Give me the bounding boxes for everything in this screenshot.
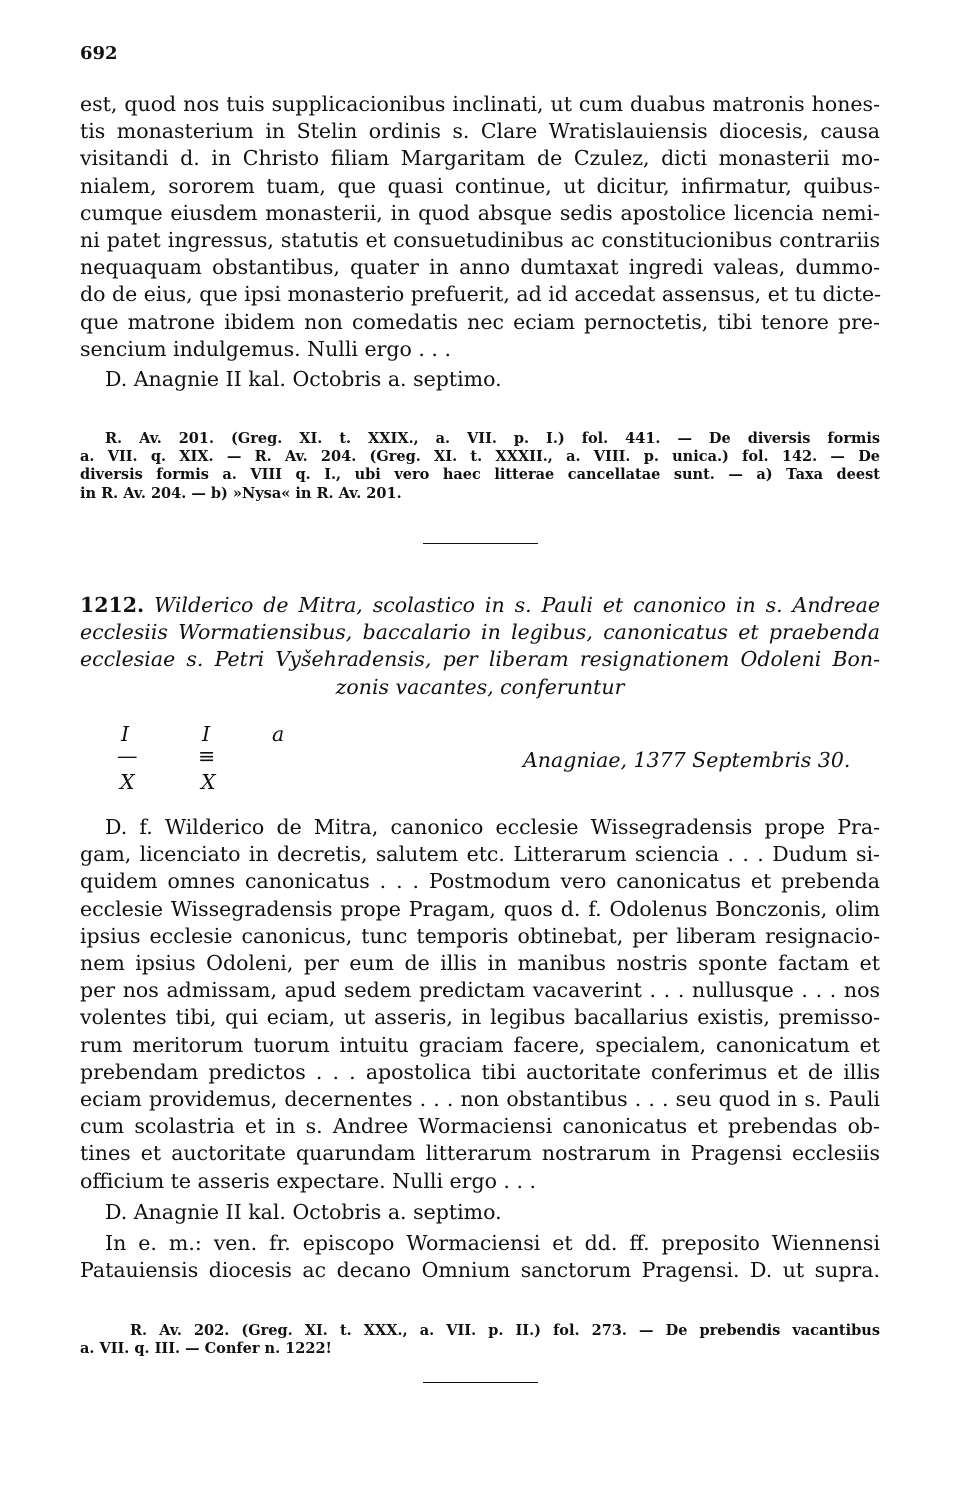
- separator-rule: [423, 543, 538, 544]
- dating-clause: D. Anagnie II kal. Octobris a. septimo.: [105, 367, 502, 392]
- text-line: officium te asseris expectare. Nulli ergo . . .: [80, 1168, 537, 1193]
- text-line: tines et auctoritate quarundam litterarum nostrarum in Pragensi ecclesiis: [80, 1141, 880, 1166]
- text-line: que matrone ibidem non comedatis nec eciam pernoctetis, tibi tenore pre-: [80, 309, 880, 334]
- letter-text: [80, 814, 880, 1284]
- text-line: nem ipsius Odoleni, per eum de illis in manibus nostris sponte factam et: [80, 951, 880, 976]
- text-line: ecclesie Wissegradensis prope Pragam, quos d. f. Odolenus Bonczonis, olim: [80, 896, 880, 921]
- heading-text: Wilderico de Mitra, scolastico in s. Pauli et canonico in s. Andreae: [154, 593, 880, 617]
- executors-line: In e. m.: ven. fr. episcopo Wormaciensi et dd. ff. preposito Wiennensi: [105, 1231, 880, 1256]
- heading-line: ecclesiis Wormatiensibus, baccalario in legibus, canonicatus et praebenda: [80, 620, 880, 645]
- note-line: diversis formis a. VIII q. I., ubi vero haec litterae cancellatae sunt. — a) Taxa deest: [80, 466, 880, 484]
- text-line: volentes tibi, qui eciam, ut asseris, in legibus bacallarius existis, premisso-: [80, 1005, 880, 1030]
- chancery-mark: ≡: [198, 744, 216, 768]
- text-line: cum scolastria et in s. Andree Wormaciensi canonicatus et prebendas ob-: [80, 1114, 880, 1139]
- note-line: in R. Av. 204. — b) »Nysa« in R. Av. 201.: [80, 484, 402, 502]
- chancery-mark: X: [201, 770, 216, 794]
- letter-text-continued: [80, 91, 880, 393]
- note-line: R. Av. 201. (Greg. XI. t. XXIX., a. VII. p. I.) fol. 441. — De diversis formis: [105, 430, 880, 447]
- text-line: tis monasterium in Stelin ordinis s. Clare Wratislauiensis diocesis, causa: [80, 119, 880, 144]
- note-line: a. VII. q. XIX. — R. Av. 204. (Greg. XI. t. XXXII., a. VIII. p. unica.) fol. 142. — De: [80, 448, 880, 466]
- chancery-mark: I: [121, 722, 130, 746]
- chancery-mark: X: [120, 770, 135, 794]
- text-line: est, quod nos tuis supplicacionibus inclinati, ut cum duabus matronis hones-: [80, 92, 880, 116]
- text-line: sencium indulgemus. Nulli ergo . . .: [80, 336, 451, 361]
- text-line: prebendam predictos . . . apostolica tibi auctoritate conferimus et de illis: [80, 1059, 880, 1084]
- text-line: D. f. Wilderico de Mitra, canonico ecclesie Wissegradensis prope Pra-: [105, 815, 880, 839]
- separator-rule: [423, 1382, 538, 1383]
- text-line: eciam providemus, decernentes . . . non obstantibus . . . seu quod in s. Pauli: [80, 1087, 880, 1112]
- page-number: 692: [80, 43, 118, 64]
- text-line: per nos admissam, apud sedem predictam vacaverint . . . nullusque . . . nos: [80, 978, 880, 1003]
- entry-heading: [80, 592, 880, 701]
- executors-line: Patauiensis diocesis ac decano Omnium sanctorum Pragensi. D. ut supra.: [80, 1258, 880, 1283]
- chancery-mark: I: [202, 722, 211, 746]
- apparatus-notes: [80, 430, 880, 503]
- note-line: a. VII. q. III. — Confer n. 1222!: [80, 1340, 332, 1358]
- text-line: quidem omnes canonicatus . . . Postmodum vero canonicatus et prebenda: [80, 869, 880, 894]
- text-line: gam, licenciato in decretis, salutem etc. Litterarum sciencia . . . Dudum si-: [80, 842, 880, 867]
- text-line: ipsius ecclesie canonicus, tunc temporis obtinebat, per liberam resignacio-: [80, 923, 880, 948]
- chancery-mark: —: [117, 744, 138, 768]
- note-line: R. Av. 202. (Greg. XI. t. XXX., a. VII. p. II.) fol. 273. — De prebendis vacantibus: [130, 1322, 880, 1339]
- heading-line: ecclesiae s. Petri Vyšehradensis, per liberam resignationem Odoleni Bon-: [80, 647, 880, 672]
- heading-line: [80, 592, 880, 619]
- text-line: visitandi d. in Christo filiam Margaritam de Czulez, dicti monasterii mo-: [80, 146, 880, 171]
- text-line: nequaquam obstantibus, quater in anno dumtaxat ingredi valeas, dummo-: [80, 255, 880, 280]
- heading-line: zonis vacantes, conferuntur: [335, 674, 625, 699]
- text-line: nialem, sororem tuam, que quasi continue, ut dicitur, infirmatur, quibus-: [80, 173, 880, 198]
- place-date: Anagniae, 1377 Septembris 30.: [523, 748, 851, 772]
- text-line: rum meritorum tuorum intuitu graciam facere, specialem, canonicatum et: [80, 1032, 880, 1057]
- entry-number: 1212.: [80, 593, 145, 617]
- text-line: ni patet ingressus, statutis et consuetudinibus ac constitucionibus contrariis: [80, 228, 880, 253]
- apparatus-notes: [80, 1322, 880, 1358]
- dating-clause: D. Anagnie II kal. Octobris a. septimo.: [105, 1199, 502, 1224]
- text-line: do de eius, que ipsi monasterio prefuerit, ad id accedat assensus, et tu dicte-: [80, 282, 882, 307]
- text-line: cumque eiusdem monasterii, in quod absque sedis apostolice licencia nemi-: [80, 200, 880, 225]
- chancery-mark: a: [272, 722, 285, 746]
